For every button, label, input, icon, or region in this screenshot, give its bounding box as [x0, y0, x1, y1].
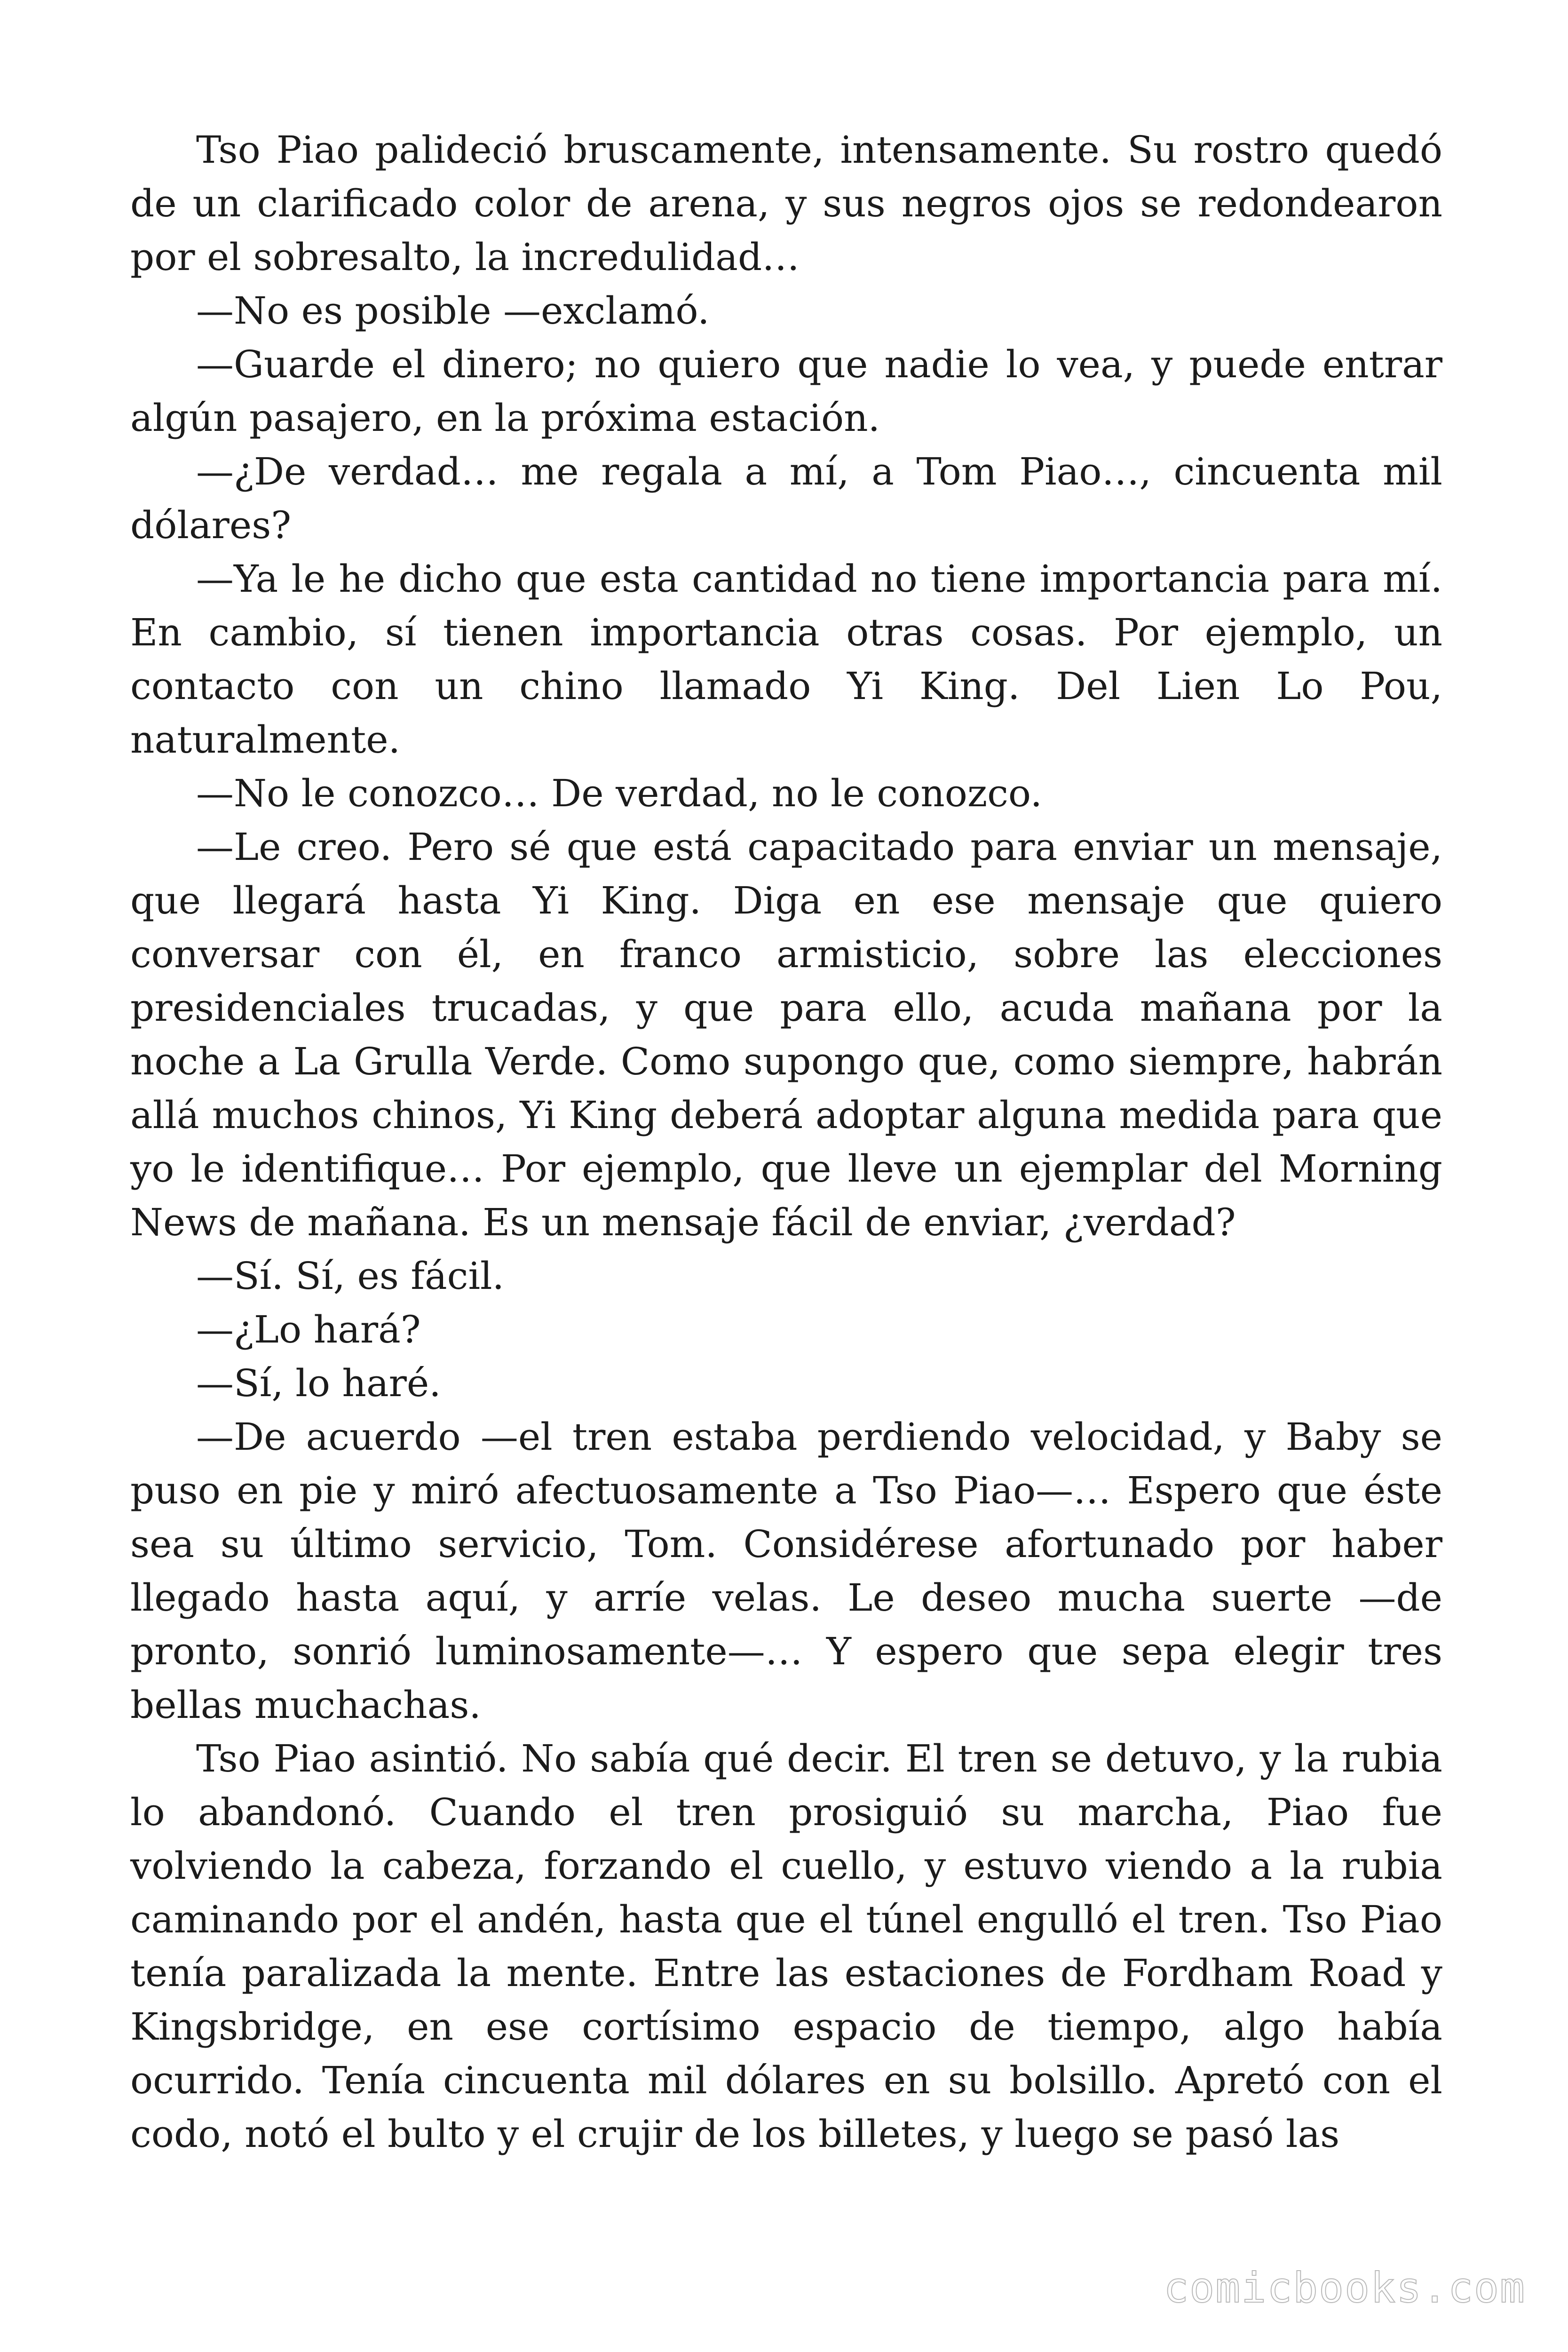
paragraph-9: —¿Lo hará?	[196, 1308, 421, 1351]
paragraph-2: —No es posible —exclamó.	[196, 289, 710, 333]
watermark-logo: comicbooks.com	[1164, 2264, 1526, 2312]
paragraph-6: —No le conozco… De verdad, no le conozco.	[196, 771, 1043, 815]
paragraph-5: —Ya le he dicho que esta cantidad no tiene importancia para mí. En cambio, sí tienen importancia otras cosas. Por ejemplo, un contacto con un chino llamado Yi King. Del Lien Lo Pou, naturalmente.	[130, 557, 1442, 762]
paragraph-8: —Sí. Sí, es fácil.	[196, 1254, 505, 1298]
paragraph-1: Tso Piao palideció bruscamente, intensamente. Su rostro quedó de un clarificado color de arena, y sus negros ojos se redondearon por el sobresalto, la incredulidad…	[130, 128, 1442, 279]
paragraph-11: —De acuerdo —el tren estaba perdiendo velocidad, y Baby se puso en pie y miró afectuosamente a Tso Piao—… Espero que éste sea su último servicio, Tom. Considérese afortunado por haber llegado hasta aquí, y arríe velas. Le deseo mucha suerte —de pronto, sonrió luminosamente—… Y espero que sepa elegir tres bellas muchachas.	[130, 1415, 1442, 1727]
paragraph-12: Tso Piao asintió. No sabía qué decir. El tren se detuvo, y la rubia lo abandonó. Cuando el tren prosiguió su marcha, Piao fue volviendo la cabeza, forzando el cuello, y estuvo viendo a la rubia caminando por el andén, hasta que el túnel engulló el tren. Tso Piao tenía paralizada la mente. Entre las estaciones de Fordham Road y Kingsbridge, en ese cortísimo espacio de tiempo, algo había ocurrido. Tenía cincuenta mil dólares en su bolsillo. Apretó con el codo, notó el bulto y el crujir de los billetes, y luego se pasó las	[130, 1737, 1442, 2156]
paragraph-7: —Le creo. Pero sé que está capacitado para enviar un mensaje, que llegará hasta Yi King. Diga en ese mensaje que quiero conversar con él, en franco armisticio, sobre las elecciones presidenciales trucadas, y que para ello, acuda mañana por la noche a La Grulla Verde. Como supongo que, como siempre, habrán allá muchos chinos, Yi King deberá adoptar alguna medida para que yo le identifique… Por ejemplo, que lleve un ejemplar del Morning News de mañana. Es un mensaje fácil de enviar, ¿verdad?	[130, 825, 1442, 1244]
paragraph-3: —Guarde el dinero; no quiero que nadie lo vea, y puede entrar algún pasajero, en la próxima estación.	[130, 342, 1442, 440]
paragraph-4: —¿De verdad… me regala a mí, a Tom Piao…, cincuenta mil dólares?	[130, 450, 1442, 547]
page-body-text	[130, 123, 1442, 2161]
paragraph-10: —Sí, lo haré.	[196, 1361, 441, 1405]
